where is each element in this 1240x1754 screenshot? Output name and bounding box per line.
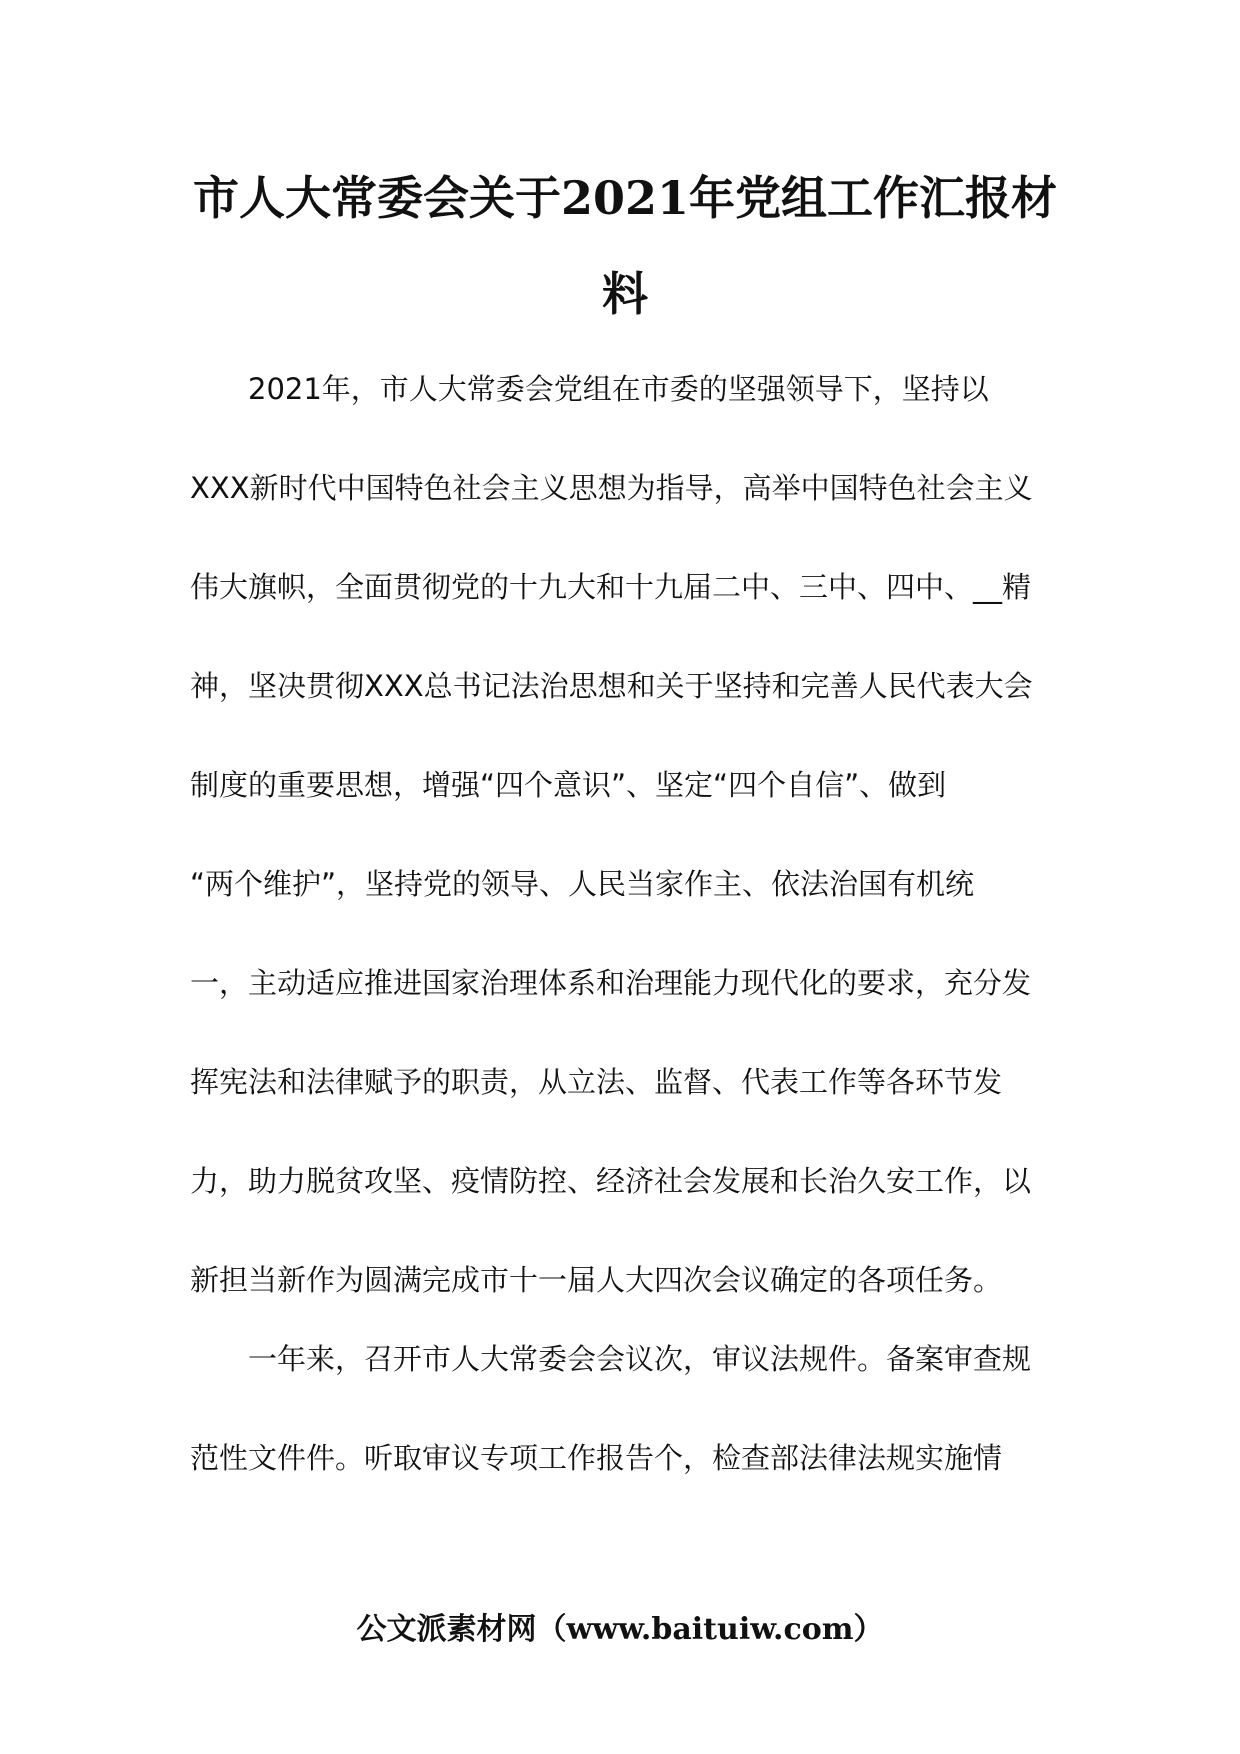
paragraph-line: 新担当新作为圆满完成市十一届人大四次会议确定的各项任务。 bbox=[190, 1263, 1003, 1297]
body-paragraph-2 bbox=[190, 1310, 1060, 1508]
paragraph-line: XXX新时代中国特色社会主义思想为指导，高举中国特色社会主义 bbox=[190, 471, 1033, 505]
body-paragraph-1 bbox=[190, 340, 1060, 1330]
title-line-2: 料 bbox=[602, 267, 648, 321]
paragraph-line: 力，助力脱贫攻坚、疫情防控、经济社会发展和长治久安工作，以 bbox=[190, 1164, 1032, 1198]
paragraph-line: 一年来，召开市人大常委会会议次，审议法规件。备案审查规 bbox=[248, 1342, 1032, 1376]
title-line-1: 市人大常委会关于2021年党组工作汇报材 bbox=[192, 171, 1058, 225]
footer-watermark-text: 公文派素材网（www.baituiw.com） bbox=[356, 1612, 884, 1647]
paragraph-line: 挥宪法和法律赋予的职责，从立法、监督、代表工作等各环节发 bbox=[190, 1065, 1003, 1099]
paragraph-line: 一，主动适应推进国家治理体系和治理能力现代化的要求，充分发 bbox=[190, 966, 1032, 1000]
paragraph-line: 2021年，市人大常委会党组在市委的坚强领导下，坚持以 bbox=[248, 372, 989, 406]
paragraph-line: 神，坚决贯彻XXX总书记法治思想和关于坚持和完善人民代表大会 bbox=[190, 669, 1033, 703]
paragraph-line: “两个维护”，坚持党的领导、人民当家作主、依法治国有机统 bbox=[190, 867, 975, 901]
document-title bbox=[185, 150, 1065, 342]
paragraph-line: 伟大旗帜，全面贯彻党的十九大和十九届二中、三中、四中、__精 bbox=[190, 570, 1032, 604]
paragraph-line: 制度的重要思想，增强“四个意识”、坚定“四个自信”、做到 bbox=[190, 768, 947, 802]
paragraph-line: 范性文件件。听取审议专项工作报告个，检查部法律法规实施情 bbox=[190, 1441, 1003, 1475]
